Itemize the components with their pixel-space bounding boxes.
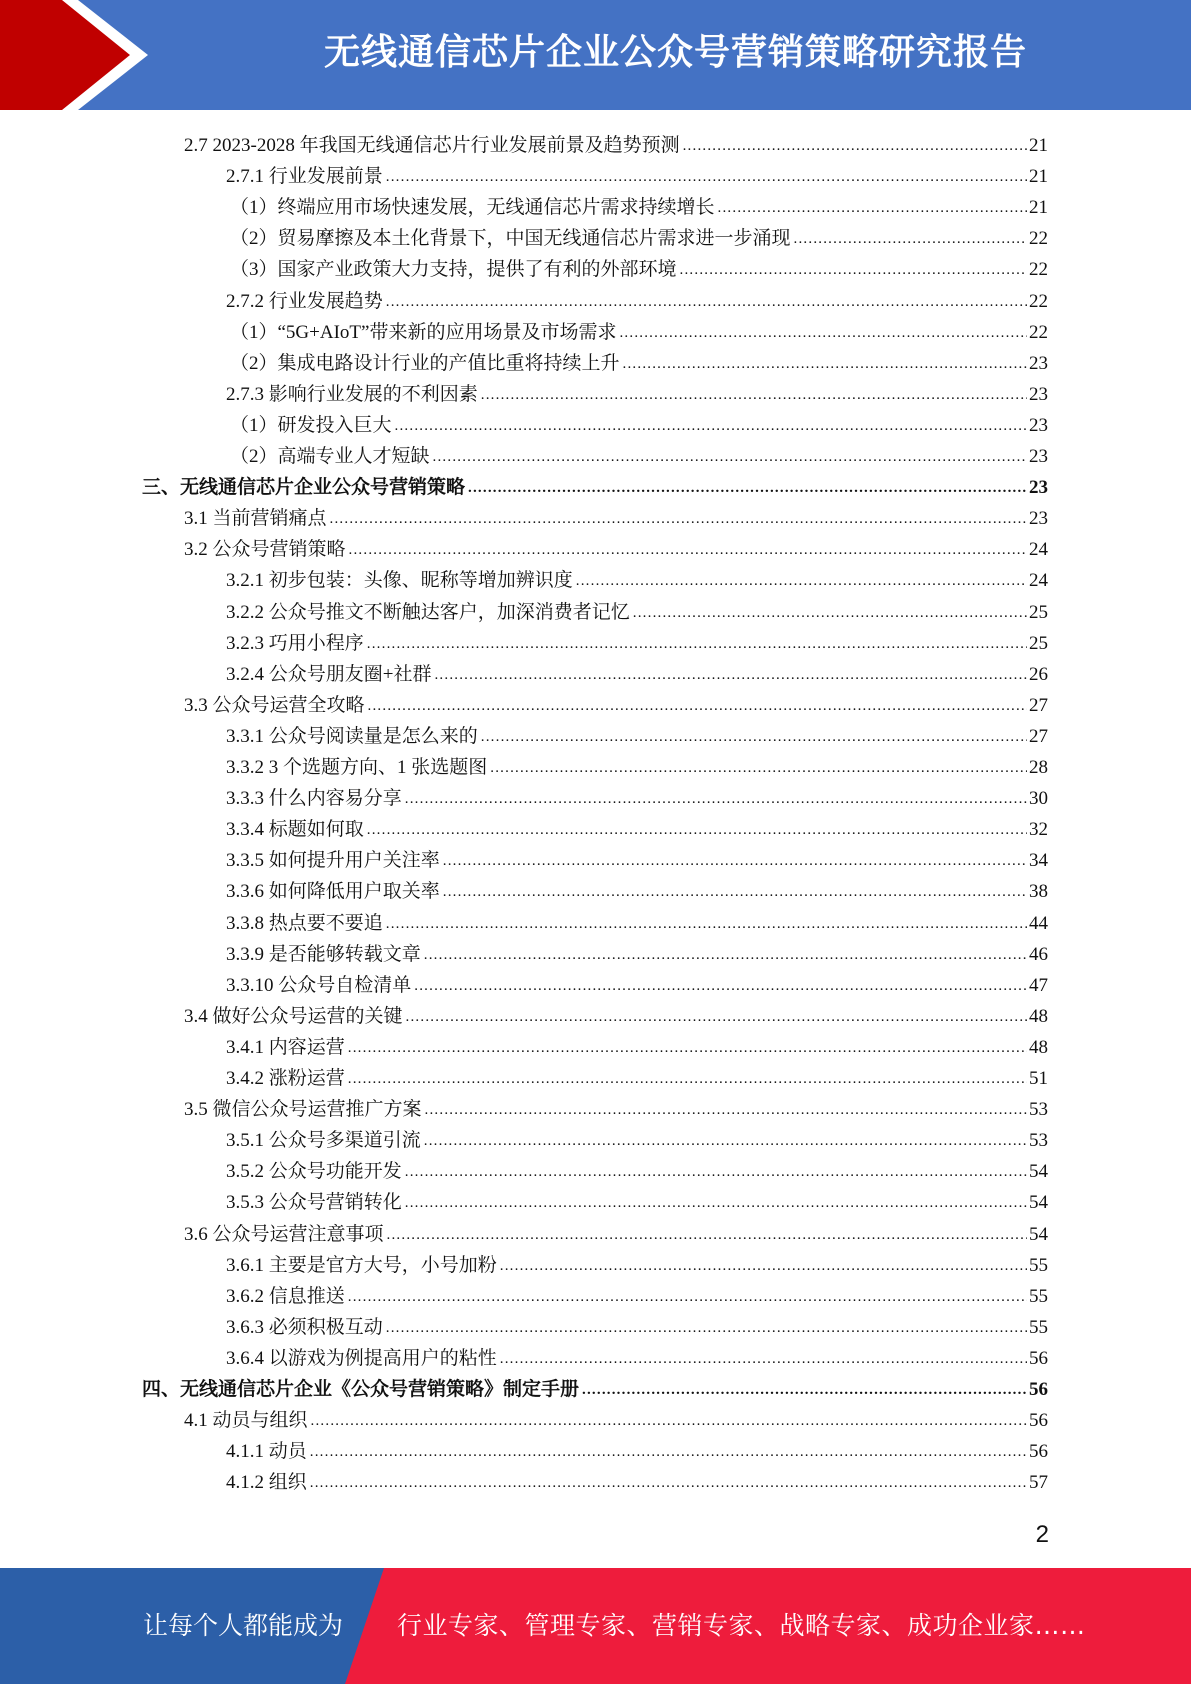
toc-entry[interactable]	[226, 748, 1048, 779]
toc-entry-title: （3）国家产业政策大力支持，提供了有利的外部环境	[230, 259, 680, 281]
toc-leader-dots	[386, 291, 1027, 313]
toc-entry[interactable]	[184, 1090, 1048, 1121]
toc-leader-dots	[405, 1192, 1027, 1214]
toc-entry-page: 55	[1029, 1316, 1048, 1338]
toc-entry-page: 26	[1029, 663, 1048, 685]
toc-entry-title: （2）集成电路设计行业的产值比重将持续上升	[230, 353, 623, 375]
toc-entry[interactable]	[226, 1463, 1048, 1494]
toc-entry-title: 3.2 公众号营销策略	[184, 539, 349, 561]
toc-entry-page: 53	[1029, 1130, 1048, 1152]
toc-entry-page: 32	[1029, 819, 1048, 841]
toc-entry[interactable]	[184, 686, 1048, 717]
toc-entry-page: 53	[1029, 1099, 1048, 1121]
toc-leader-dots	[405, 788, 1027, 810]
toc-entry-page: 28	[1029, 757, 1048, 778]
toc-leader-dots	[405, 1161, 1027, 1183]
footer-slogan-left: 让每个人都能成为	[143, 1611, 344, 1640]
toc-entry-title: 3.3.9 是否能够转载文章	[226, 944, 424, 966]
toc-entry-title: 2.7.2 行业发展趋势	[226, 291, 386, 313]
toc-leader-dots	[310, 1472, 1027, 1494]
toc-entry-page: 30	[1029, 788, 1048, 810]
toc-entry[interactable]	[226, 624, 1048, 655]
toc-entry[interactable]	[226, 1121, 1048, 1152]
toc-leader-dots	[367, 819, 1027, 841]
toc-leader-dots	[718, 197, 1027, 219]
toc-leader-dots	[443, 850, 1027, 872]
toc-leader-dots	[386, 913, 1027, 935]
toc-leader-dots	[490, 757, 1027, 779]
toc-entry-page: 56	[1029, 1347, 1048, 1369]
toc-leader-dots	[348, 1068, 1027, 1090]
toc-entry-page: 22	[1029, 228, 1048, 250]
toc-entry[interactable]	[226, 810, 1048, 841]
toc-entry-title: 3.6.2 信息推送	[226, 1286, 348, 1308]
toc-entry[interactable]	[226, 1308, 1048, 1339]
toc-entry-page: 55	[1029, 1285, 1048, 1307]
toc-leader-dots	[387, 1224, 1027, 1246]
toc-entry[interactable]	[226, 872, 1048, 903]
toc-entry-title: 3.3.10 公众号自检清单	[226, 975, 414, 997]
toc-entry-title: 3.5.2 公众号功能开发	[226, 1161, 405, 1183]
toc-entry[interactable]	[230, 437, 1048, 468]
toc-entry-title: 3.3.1 公众号阅读量是怎么来的	[226, 726, 481, 748]
toc-leader-dots	[434, 664, 1027, 686]
toc-entry[interactable]	[184, 1215, 1048, 1246]
toc-entry-title: 三、无线通信芯片企业公众号营销策略	[142, 477, 468, 499]
footer-slogan-right: 行业专家、管理专家、营销专家、战略专家、成功企业家……	[397, 1611, 1086, 1640]
toc-leader-dots	[481, 726, 1027, 748]
toc-leader-dots	[633, 602, 1027, 624]
toc-entry-page: 23	[1029, 446, 1048, 467]
toc-entry-page: 22	[1029, 259, 1048, 281]
toc-leader-dots	[424, 1130, 1027, 1152]
page-header	[0, 0, 1191, 110]
toc-leader-dots	[406, 1006, 1027, 1028]
toc-entry[interactable]	[230, 344, 1048, 375]
toc-entry-title: （1）研发投入巨大	[230, 415, 395, 437]
toc-leader-dots	[386, 1317, 1027, 1339]
toc-entry-page: 47	[1029, 974, 1048, 996]
toc-entry[interactable]	[226, 1059, 1048, 1090]
toc-leader-dots	[619, 322, 1027, 344]
toc-leader-dots	[386, 166, 1027, 188]
toc-entry-title: 4.1.2 组织	[226, 1472, 310, 1494]
toc-entry-title: （1）终端应用市场快速发展，无线通信芯片需求持续增长	[230, 197, 718, 219]
toc-entry-page: 21	[1029, 135, 1048, 156]
document-title: 无线通信芯片企业公众号营销策略研究报告	[323, 32, 1027, 73]
toc-leader-dots	[349, 539, 1027, 561]
toc-entry-page: 22	[1029, 321, 1048, 343]
toc-entry-title: （1）“5G+AIoT”带来新的应用场景及市场需求	[230, 322, 619, 344]
toc-entry-title: 3.3.2 3 个选题方向、1 张选题图	[226, 757, 490, 779]
page-number: 2	[1035, 1521, 1049, 1548]
toc-entry-title: 3.3.3 什么内容易分享	[226, 788, 405, 810]
toc-entry-page: 23	[1029, 477, 1048, 499]
toc-entry-page: 54	[1029, 1192, 1048, 1214]
toc-entry[interactable]	[226, 1183, 1048, 1214]
toc-entry-page: 23	[1029, 508, 1048, 530]
toc-entry-page: 44	[1029, 912, 1048, 934]
toc-entry-page: 25	[1029, 601, 1048, 623]
chevron-arrow-icon	[0, 0, 160, 110]
toc-leader-dots	[425, 1099, 1027, 1121]
toc-entry[interactable]	[142, 1370, 1048, 1401]
toc-entry[interactable]	[230, 313, 1048, 344]
toc-entry-page: 22	[1029, 290, 1048, 312]
toc-entry[interactable]	[226, 593, 1048, 624]
toc-entry-title: 4.1 动员与组织	[184, 1410, 311, 1432]
toc-entry-title: 3.2.1 初步包装：头像、昵称等增加辨识度	[226, 570, 576, 592]
toc-entry[interactable]	[226, 1339, 1048, 1370]
toc-entry[interactable]	[142, 468, 1048, 499]
toc-entry-page: 54	[1029, 1161, 1048, 1183]
toc-entry-page: 34	[1029, 850, 1048, 872]
toc-leader-dots	[468, 477, 1027, 499]
toc-leader-dots	[794, 228, 1027, 250]
toc-entry-title: 2.7 2023-2028 年我国无线通信芯片行业发展前景及趋势预测	[184, 135, 683, 157]
toc-entry-title: 3.1 当前营销痛点	[184, 508, 330, 530]
toc-entry[interactable]	[226, 1028, 1048, 1059]
toc-entry[interactable]	[226, 1277, 1048, 1308]
toc-entry-page: 23	[1029, 383, 1048, 405]
toc-leader-dots	[310, 1441, 1027, 1463]
toc-leader-dots	[443, 881, 1027, 903]
toc-entry-title: 3.3.6 如何降低用户取关率	[226, 881, 443, 903]
toc-entry[interactable]	[226, 717, 1048, 748]
toc-entry-title: 四、无线通信芯片企业《公众号营销策略》制定手册	[142, 1379, 582, 1401]
toc-entry-page: 48	[1029, 1005, 1048, 1027]
toc-entry[interactable]	[184, 997, 1048, 1028]
toc-entry-title: 3.5 微信公众号运营推广方案	[184, 1099, 425, 1121]
toc-leader-dots	[368, 695, 1027, 717]
toc-entry-title: 3.4.1 内容运营	[226, 1037, 348, 1059]
toc-entry[interactable]	[230, 250, 1048, 281]
toc-leader-dots	[623, 353, 1027, 375]
toc-entry[interactable]	[226, 375, 1048, 406]
toc-entry-page: 24	[1029, 539, 1048, 561]
toc-leader-dots	[311, 1410, 1027, 1432]
toc-leader-dots	[481, 384, 1027, 406]
toc-entry-page: 46	[1029, 943, 1048, 965]
toc-leader-dots	[500, 1255, 1027, 1277]
toc-entry[interactable]	[226, 1432, 1048, 1463]
toc-entry[interactable]	[226, 935, 1048, 966]
toc-leader-dots	[500, 1348, 1027, 1370]
toc-entry-page: 48	[1029, 1036, 1048, 1058]
toc-leader-dots	[395, 415, 1027, 437]
toc-entry[interactable]	[230, 219, 1048, 250]
toc-entry[interactable]	[226, 966, 1048, 997]
toc-entry-page: 56	[1029, 1379, 1048, 1400]
toc-entry-title: 3.2.4 公众号朋友圈+社群	[226, 664, 434, 686]
toc-entry-title: 3.4 做好公众号运营的关键	[184, 1006, 406, 1028]
toc-entry-title: 2.7.1 行业发展前景	[226, 166, 386, 188]
page-footer	[0, 1568, 1191, 1684]
toc-entry-title: 3.2.2 公众号推文不断触达客户，加深消费者记忆	[226, 602, 633, 624]
toc-entry-title: 3.2.3 巧用小程序	[226, 633, 367, 655]
toc-entry-page: 56	[1029, 1410, 1048, 1432]
toc-entry-page: 27	[1029, 694, 1048, 716]
toc-entry-page: 21	[1029, 197, 1048, 219]
toc-leader-dots	[348, 1037, 1027, 1059]
toc-entry-page: 51	[1029, 1068, 1048, 1089]
toc-leader-dots	[348, 1286, 1027, 1308]
toc-entry-title: 2.7.3 影响行业发展的不利因素	[226, 384, 481, 406]
toc-leader-dots	[683, 135, 1027, 157]
toc-entry-title: 3.6.4 以游戏为例提高用户的粘性	[226, 1348, 500, 1370]
toc-leader-dots	[414, 975, 1027, 997]
toc-entry[interactable]	[226, 1152, 1048, 1183]
toc-entry-title: 3.5.1 公众号多渠道引流	[226, 1130, 424, 1152]
toc-entry[interactable]	[226, 157, 1048, 188]
toc-entry-page: 24	[1029, 570, 1048, 592]
toc-entry[interactable]	[226, 561, 1048, 592]
toc-leader-dots	[576, 570, 1027, 592]
toc-entry[interactable]	[184, 1401, 1048, 1432]
toc-entry-title: 3.6 公众号运营注意事项	[184, 1224, 387, 1246]
toc-entry-title: （2）贸易摩擦及本土化背景下，中国无线通信芯片需求进一步涌现	[230, 228, 794, 250]
toc-entry-title: 4.1.1 动员	[226, 1441, 310, 1463]
toc-entry[interactable]	[184, 499, 1048, 530]
toc-entry[interactable]	[230, 406, 1048, 437]
toc-entry[interactable]	[226, 655, 1048, 686]
toc-entry-page: 57	[1029, 1472, 1048, 1494]
toc-entry-title: 3.5.3 公众号营销转化	[226, 1192, 405, 1214]
toc-entry-title: 3.6.1 主要是官方大号，小号加粉	[226, 1255, 500, 1277]
toc-entry-page: 54	[1029, 1223, 1048, 1245]
toc-entry-title: 3.3.8 热点要不要追	[226, 913, 386, 935]
toc-entry[interactable]	[230, 188, 1048, 219]
toc-leader-dots	[582, 1379, 1027, 1401]
toc-entry-page: 56	[1029, 1441, 1048, 1463]
toc-entry-page: 21	[1029, 166, 1048, 188]
toc-entry[interactable]	[226, 779, 1048, 810]
toc-entry[interactable]	[226, 282, 1048, 313]
toc-entry-page: 38	[1029, 881, 1048, 903]
toc-leader-dots	[680, 259, 1027, 281]
toc-entry-page: 27	[1029, 725, 1048, 747]
toc-leader-dots	[330, 508, 1027, 530]
toc-entry-page: 25	[1029, 632, 1048, 654]
toc-entry[interactable]	[226, 841, 1048, 872]
toc-entry-title: 3.4.2 涨粉运营	[226, 1068, 348, 1090]
toc-entry[interactable]	[184, 530, 1048, 561]
toc-entry[interactable]	[184, 126, 1048, 157]
toc-entry-title: 3.3.5 如何提升用户关注率	[226, 850, 443, 872]
toc-leader-dots	[367, 633, 1027, 655]
toc-entry-title: 3.6.3 必须积极互动	[226, 1317, 386, 1339]
toc-entry-title: 3.3 公众号运营全攻略	[184, 695, 368, 717]
toc-entry-page: 23	[1029, 414, 1048, 436]
toc-entry-title: （2）高端专业人才短缺	[230, 446, 433, 468]
toc-entry-page: 23	[1029, 352, 1048, 374]
toc-leader-dots	[424, 944, 1027, 966]
toc-entry-page: 55	[1029, 1254, 1048, 1276]
toc-entry[interactable]	[226, 1246, 1048, 1277]
toc-entry[interactable]	[226, 904, 1048, 935]
toc-entry-title: 3.3.4 标题如何取	[226, 819, 367, 841]
toc-leader-dots	[433, 446, 1027, 468]
